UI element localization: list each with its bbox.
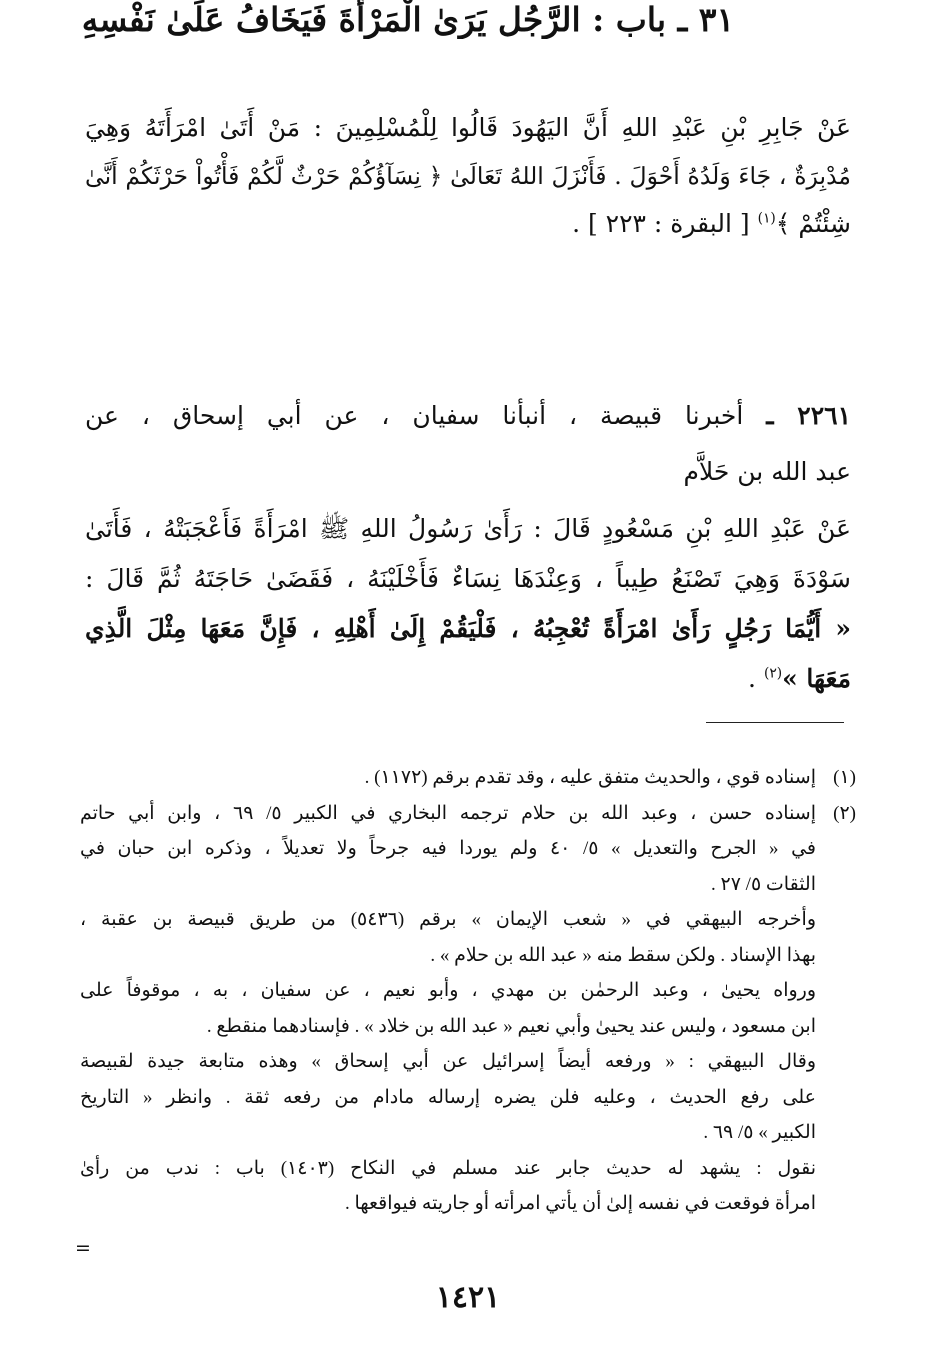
- chapter-heading: [0, 0, 816, 39]
- continuation-mark: =: [75, 1237, 91, 1259]
- hadith-text-2: [85, 504, 851, 704]
- footnote-2: [80, 796, 856, 903]
- chapter-heading-text: ٣١ ـ باب : الرَّجُل يَرَىٰ الْمَرْأَةَ فَيَخَافُ عَلَىٰ نَفْسِهِ: [81, 0, 735, 39]
- footnote-paragraph: [80, 1151, 816, 1222]
- hadith-2-line-2: سَوْدَةَ وَهِيَ تَصْنَعُ طِيباً ، وَعِنْدَهَا نِسَاءٌ فَأَخْلَيْنَهُ ، فَقَضَىٰ حَاجَتَهُ ثُمَّ قَالَ :: [85, 564, 851, 593]
- isnad-text: [85, 388, 851, 500]
- hadith-2-line-4-text: مَعَهَا »: [782, 664, 851, 693]
- hadith-number: ٢٢٦١ ـ: [766, 401, 851, 430]
- footnote-line: وأخرجه البيهقي في « شعب الإيمان » برقم (٥٤٣٦) من طريق قبيصة بن عقبة ،: [80, 909, 816, 930]
- footnote-line: وقال البيهقي : « ورفعه أيضاً إسرائيل عن أبي إسحاق » وهذه متابعة جيدة لقبيصة: [80, 1051, 816, 1072]
- footnote-line: نقول : يشهد له حديث جابر عند مسلم في النكاح (١٤٠٣) باب : ندب من رأىٰ: [80, 1157, 816, 1179]
- hadith-1-line-1: عَنْ جَابِرِ بْنِ عَبْدِ اللهِ أَنَّ اليَهُودَ قَالُوا لِلْمُسْلِمِينَ : مَنْ أَتَىٰ امْرَأَتَهُ وَهِيَ: [85, 113, 851, 142]
- footnote-number: (١): [833, 767, 856, 788]
- quran-reference: [ البقرة : ٢٢٣ ] .: [572, 209, 750, 238]
- hadith-2-line-1: عَنْ عَبْدِ اللهِ بْنِ مَسْعُودٍ قَالَ : رَأَىٰ رَسُولُ اللهِ ﷺ امْرَأَةً فَأَعْجَبَتْهُ ، فَأَتَىٰ: [85, 514, 851, 543]
- page-number: ١٤٢١: [435, 1280, 501, 1315]
- hadith-2-end-mark: .: [748, 664, 756, 693]
- footnote-line: الكبير » ٥/ ٦٩ .: [703, 1122, 816, 1143]
- footnote-separator: [706, 722, 844, 723]
- footnote-body: [80, 760, 816, 796]
- footnote-line: الثقات ٥/ ٢٧ .: [710, 873, 816, 895]
- footnote-1: [80, 760, 856, 796]
- isnad-line-1-text: أخبرنا قبيصة ، أنبأنا سفيان ، عن أبي إسحاق ، عن: [85, 401, 744, 430]
- hadith-1-line-2: مُدْبِرَةٌ ، جَاءَ وَلَدُهُ أَحْوَلَ . فَأَنْزَلَ اللهُ تَعَالَىٰ ﴿ نِسَآؤُكُمْ حَرْثٌ لَّكُمْ فَأْتُواْ حَرْثَكُمْ أَنَّىٰ: [85, 162, 851, 190]
- footnote-line: امرأة فوقعت في نفسه إلىٰ أن يأتي امرأته أو جاريته فيواقعها .: [344, 1193, 816, 1214]
- footnote-paragraph: [80, 1044, 816, 1151]
- hadith-1-line-3-text: شِئْتُمْ ﴾: [775, 209, 851, 238]
- hadith-text-1: [85, 104, 851, 248]
- footnote-line: بهذا الإسناد . ولكن سقط منه « عبد الله بن حلام » .: [430, 944, 816, 966]
- isnad-line-1: [85, 388, 851, 444]
- footnote-ref-1: (١): [757, 210, 776, 227]
- footnote-paragraph: [80, 902, 816, 973]
- footnote-line: إسناده قوي ، والحديث متفق عليه ، وقد تقدم برقم (١١٧٢) .: [364, 767, 816, 788]
- footnote-body: [80, 796, 816, 903]
- footnote-line: ورواه يحيىٰ ، وعبد الرحمٰن بن مهدي ، وأبو نعيم ، عن سفيان ، به ، موقوفاً على: [80, 980, 816, 1001]
- hadith-1-line-3: [85, 200, 851, 248]
- footnote-line: ابن مسعود ، وليس عند يحيىٰ وأبي نعيم « عبد الله بن خلاد » . فإسنادهما منقطع .: [206, 1015, 816, 1037]
- hadith-2-line-4: [85, 654, 851, 704]
- footnote-line: إسناده حسن ، وعبد الله بن حلام ترجمه البخاري في الكبير ٥/ ٦٩ ، وابن أبي حاتم: [80, 802, 816, 824]
- footnote-line: في « الجرح والتعديل » ٥/ ٤٠ ولم يوردا فيه جرحاً ولا تعديلاً ، وذكره ابن حبان في: [80, 838, 816, 859]
- footnote-ref-2: (٢): [763, 665, 783, 682]
- footnotes-section: [80, 760, 856, 1222]
- footnote-paragraph: [80, 973, 816, 1044]
- footnote-line: على رفع الحديث ، وعليه فلن يضره إرساله مادام من رفعه ثقة . وانظر « التاريخ: [80, 1086, 816, 1108]
- isnad-line-2: عبد الله بن حَلاَّم: [683, 457, 851, 486]
- hadith-2-line-3: « أَيُّمَا رَجُلٍ رَأَىٰ امْرَأَةً تُعْجِبُهُ ، فَلْيَقُمْ إِلَىٰ أَهْلِهِ ، فَإِنَّ مَعَهَا مِثْلَ الَّذِي: [85, 614, 851, 643]
- footnote-number: (٢): [833, 802, 856, 824]
